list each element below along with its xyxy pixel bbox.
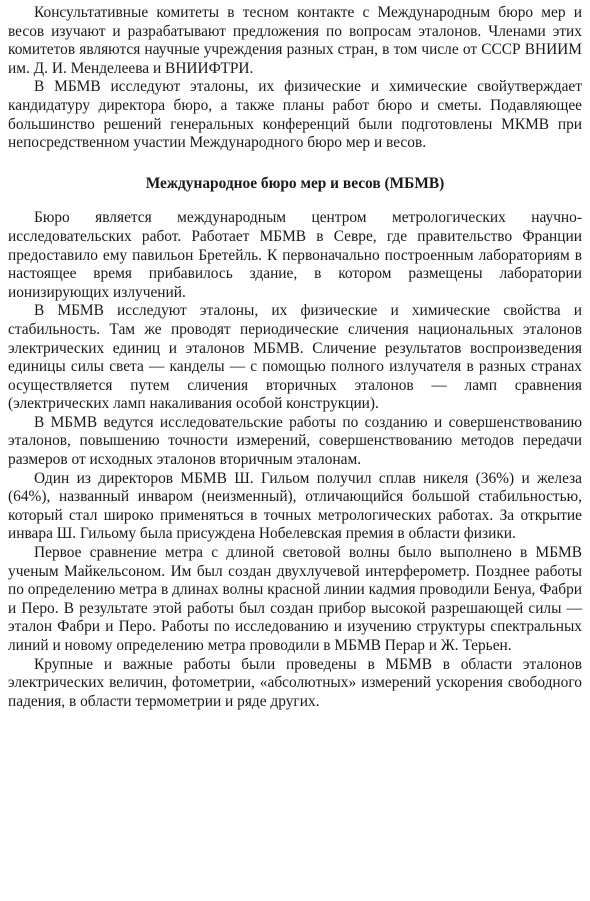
paragraph-standards-comparison: В МБМВ исследуют эталоны, их физические и химические свойства и стабильность. Там же проводят периодические сличения национальных эталонов электрических единиц и эталонов МБМВ. Сличение результатов воспроизведения единицы силы света — канделы — с помощью полного излучателя в разных странах осуществляется путем сличения вторичных эталонов — ламп сравнения (электрических ламп накаливания особой конструкции). (8, 302, 582, 413)
paragraph-major-works: Крупные и важные работы были проведены в МБМВ в области эталонов электрических величин, фотометрии, «абсолютных» измерений ускорения свободного падения, в области термометрии и ряде других. (8, 655, 582, 710)
paragraph-meter-light-wave: Первое сравнение метра с длиной световой волны было выполнено в МБМВ ученым Майкельсоном. Им был создан двухлучевой интерферометр. Позднее работы по определению метра в длинах волны красной линии кадмия проводили Бенуа, Фабри и Перо. В результате этой работы был создан прибор высокой разрешающей силы — эталон Фабри и Перо. Работы по исследованию и изучению структуры спектральных линий и новому определению метра проводили в МБМВ Перар и Ж. Терьен. (8, 544, 582, 654)
section-heading: Международное бюро мер и весов (МБМВ) (145, 174, 445, 192)
paragraph-bureau-center: Бюро является международным центром метрологических научно-исследовательских работ. Работает МБМВ в Севре, где правительство Франции предоставило ему павильон Бретейль. К первоначально построенным лабораториям в настоящее время прибавилось здание, в котором размещены лаборатории ионизирующих излучений. (8, 209, 582, 301)
paragraph-guillaume-invar: Один из директоров МБМВ Ш. Гильом получил сплав никеля (36%) и железа (64%), названный инваром (неизменный), отличающийся большой стабильностью, который стал широко применяться в точных метрологических работах. За открытие инвара Ш. Гильому была присуждена Нобелевская премия в области физики. (8, 469, 582, 543)
paragraph-consultative-committees: Консультативные комитеты в тесном контакте с Международным бюро мер и весов изучают и разрабатывают предложения по вопросам эталонов. Членами этих комитетов являются научные учреждения разных стран, в том числе от СССР ВНИИМ им. Д. И. Менделеева и ВНИИФТРИ. (8, 4, 582, 77)
paragraph-research-works: В МБМВ ведутся исследовательские работы по созданию и совершенствованию эталонов, повышению точности измерений, совершенствованию методов передачи размеров от исходных эталонов вторичным эталонам. (8, 413, 582, 469)
paragraph-bipm-research-intro: В МБМВ исследуют эталоны, их физические и химические свойутверждает кандидатуру директора бюро, а также планы работ бюро и сметы. Подавляющее большинство решений генеральных конференций были подготовлены МКМВ при непосредственном участии Международного бюро мер и весов. (8, 78, 582, 152)
